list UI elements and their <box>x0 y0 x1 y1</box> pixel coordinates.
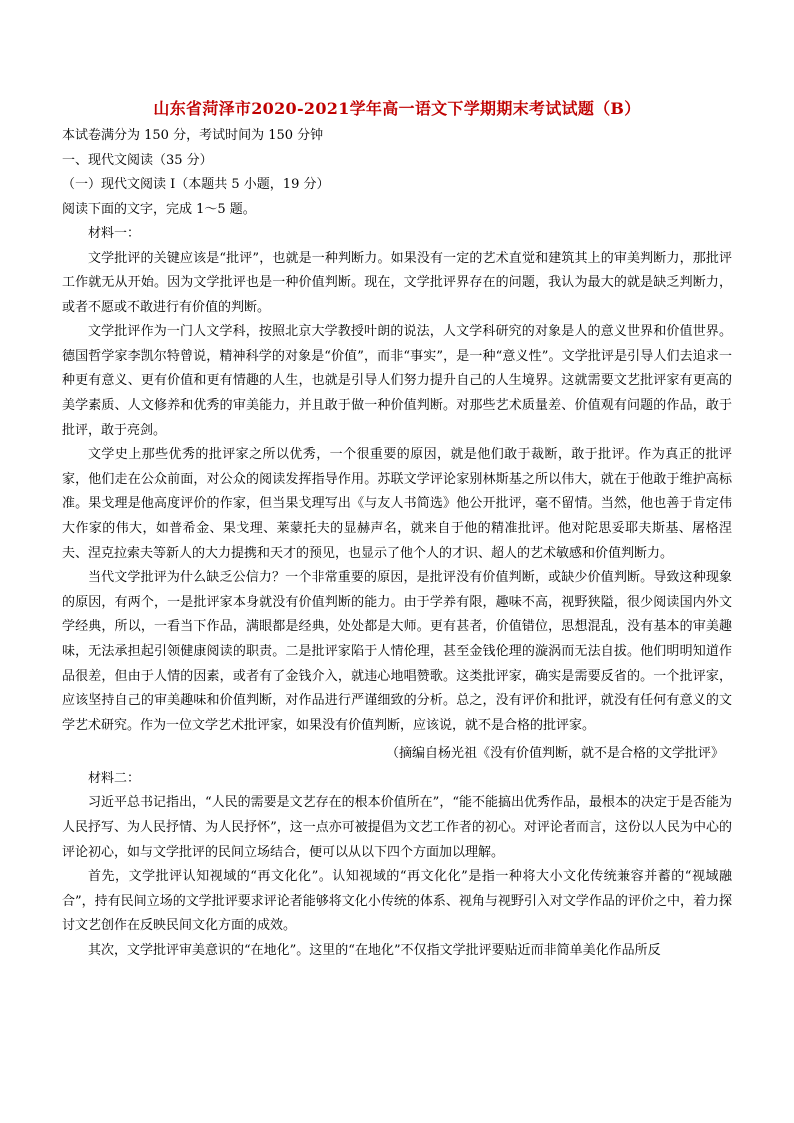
material-one-paragraph: 文学史上那些优秀的批评家之所以优秀，一个很重要的原因，就是他们敢于裁断，敢于批评。作为真正的批评家，他们走在公众前面，对公众的阅读发挥指导作用。苏联文学评论家别林斯基之所以伟大，就在于他敢于维护高标准。果戈理是他高度评价的作家，但当果戈理写出《与友人书简选》他公开批评，毫不留情。当然，他也善于肯定伟大作家的伟大，如普希金、果戈理、莱蒙托夫的显赫声名，就来自于他的精准批评。他对陀思妥耶夫斯基、屠格涅夫、涅克拉索夫等新人的大力提携和天才的预见，也显示了他个人的才识、超人的艺术敏感和价值判断力。 <box>62 447 732 561</box>
material-one-label: 材料一： <box>88 226 141 241</box>
material-two-label: 材料二： <box>88 770 141 786</box>
exam-info: 本试卷满分为 150 分，考试时间为 150 分钟 <box>62 128 324 143</box>
material-two-paragraph: 习近平总书记指出，“人民的需要是文艺存在的根本价值所在”，“能不能搞出优秀作品，最根本的决定于是否能为人民抒写、为人民抒情、为人民抒怀”，这一点亦可被提倡为文艺工作者的初心。对评论者而言，这份以人民为中心的评论初心，如与文学批评的民间立场结合，便可以从以下四个方面加以理解。 <box>62 795 732 860</box>
material-two-paragraph: 其次，文学批评审美意识的“在地化”。这里的“在地化”不仅指文学批评要贴近而非简单美化作品所反 <box>88 942 661 958</box>
material-one-source: （摘编自杨光祖《没有价值判断，就不是合格的文学批评》 <box>385 746 724 762</box>
material-one-paragraph: 当代文学批评为什么缺乏公信力？一个非常重要的原因，是批评没有价值判断，或缺少价值判断。导致这种现象的原因，有两个，一是批评家本身就没有价值判断的能力。由于学养有限，趣味不高，视野狭隘，很少阅读国内外文学经典，所以，一看当下作品，满眼都是经典，处处都是大师。更有甚者，价值错位，思想混乱，没有基本的审美趣味，无法承担起引领健康阅读的职责。二是批评家陷于人情伦理，甚至金钱伦理的漩涡而无法自拔。他们明明知道作品很差，但由于人情的因素，或者有了金钱介入，就违心地唱赞歌。这类批评家，确实是需要反省的。一个批评家，应该坚持自己的审美趣味和价值判断，对作品进行严谨细致的分析。总之，没有评价和批评，就没有任何有意义的文学艺术研究。作为一位文学艺术批评家，如果没有价值判断，应该说，就不是合格的批评家。 <box>62 570 732 733</box>
reading-instruction: 阅读下面的文字，完成 1～5 题。 <box>62 201 256 217</box>
material-one-paragraph: 文学批评的关键应该是“批评”，也就是一种判断力。如果没有一定的艺术直觉和建筑其上的审美判断力，那批评工作就无从开始。因为文学批评也是一种价值判断。现在，文学批评界存在的问题，我认为最大的就是缺乏判断力，或者不愿或不敢进行有价值的判断。 <box>62 250 732 315</box>
exam-title: 山东省菏泽市2020-2021学年高一语文下学期期末考试试题（B） <box>153 99 641 118</box>
material-two-paragraph: 首先，文学批评认知视域的“再文化化”。认知视域的“再文化化”是指一种将大小文化传统兼容并蓄的“视域融合”，持有民间立场的文学批评要求评论者能够将文化小传统的体系、视角与视野引入对文学作品的评价之中，着力探讨文艺创作在反映民间文化方面的成效。 <box>62 869 732 934</box>
subsection-heading: （一）现代文阅读 I（本题共 5 小题，19 分） <box>62 177 330 192</box>
section-heading: 一、现代文阅读（35 分） <box>62 152 213 168</box>
material-one-paragraph: 文学批评作为一门人文学科，按照北京大学教授叶朗的说法，人文学科研究的对象是人的意义世界和价值世界。德国哲学家李凯尔特曾说，精神科学的对象是“价值”，而非“事实”，是一种“意义性”。文学批评是引导人们去追求一种更有意义、更有价值和更有情趣的人生，也就是引导人们努力提升自己的人生境界。这就需要文艺批评家有更高的美学素质、人文修养和优秀的审美能力，并且敢于做一种价值判断。对那些艺术质量差、价值观有问题的作品，敢于批评，敢于亮剑。 <box>62 324 732 438</box>
